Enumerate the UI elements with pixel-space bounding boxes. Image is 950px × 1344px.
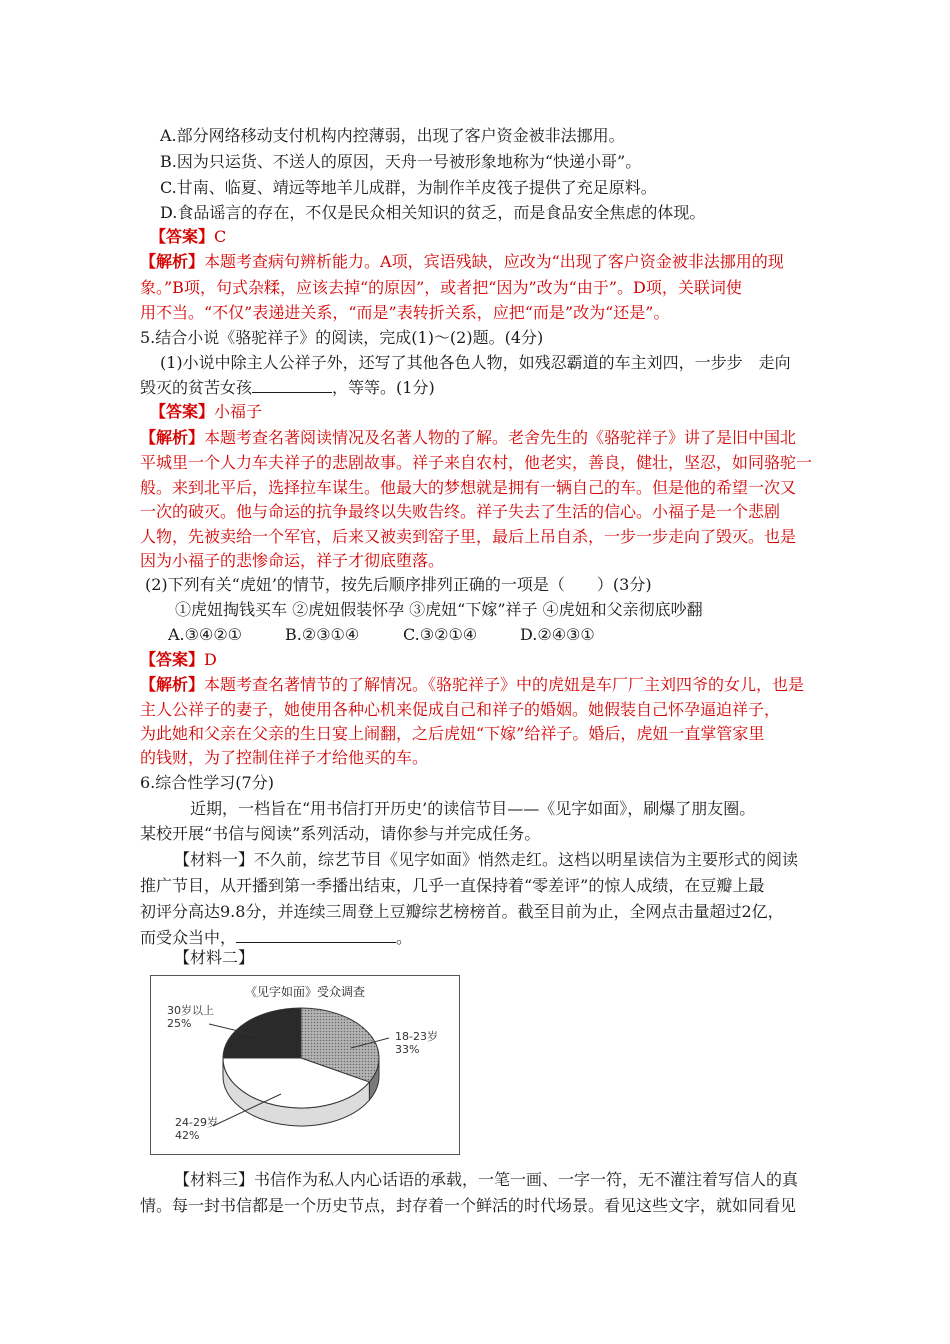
q5-events: ①虎妞掏钱买车 ②虎妞假装怀孕 ③虎妞“下嫁”祥子 ④虎妞和父亲彻底吵翻 <box>175 600 703 619</box>
q6-intro-line-2: 某校开展“书信与阅读”系列活动，请你参与并完成任务。 <box>140 824 541 843</box>
analysis-text: 本题考查病句辨析能力。A项，宾语残缺，应改为“出现了客户资金被非法挪用的现 <box>204 252 784 271</box>
q6-title: 6.综合性学习(7分) <box>140 773 274 792</box>
q6-material-1-end: 。 <box>396 928 413 947</box>
q6-material-3-line-2: 情。每一封书信都是一个历史节点，封存着一个鲜活的时代场景。看见这些文字，就如同看见 <box>140 1196 797 1215</box>
pie-slice-30岁以上 <box>223 1008 301 1058</box>
slice-category: 24-29岁 <box>175 1116 218 1129</box>
q6-material-2-label: 【材料二】 <box>174 948 255 967</box>
q6-material-1-line-2: 推广节目，从开播到第一季播出结束，几乎一直保持着“零差评”的惊人成绩，在豆瓣上最 <box>140 876 765 895</box>
q5-sub1-text-a: 毁灭的贫苦女孩 <box>140 378 253 397</box>
q4-answer <box>150 224 226 250</box>
q4-option-b: B.因为只运货、不送人的原因，天舟一号被形象地称为“快递小哥”。 <box>160 152 642 171</box>
q5-analysis-2-line-1 <box>140 672 804 698</box>
slice-value: 42% <box>175 1129 200 1142</box>
q5-title: 5.结合小说《骆驼祥子》的阅读，完成(1)～(2)题。(4分) <box>140 328 544 347</box>
answer-tag: 【答案】 <box>140 650 205 669</box>
answer-tag: 【答案】 <box>150 227 215 246</box>
q5-option-b: B.②③①④ <box>285 625 360 644</box>
analysis-text: 本题考查名著情节的了解情况。《骆驼祥子》中的虎妞是车厂厂主刘四爷的女儿，也是 <box>204 675 805 694</box>
q5-answer-1 <box>150 399 262 425</box>
q4-option-a: A.部分网络移动支付机构内控薄弱，出现了客户资金被非法挪用。 <box>160 126 625 145</box>
q5-sub2: (2)下列有关“虎妞’的情节，按先后顺序排列正确的一项是（ ）(3分) <box>145 575 652 594</box>
slice-value: 25% <box>167 1017 192 1030</box>
analysis-tag: 【解析】 <box>140 675 205 694</box>
slice-label-30plus <box>167 1004 214 1030</box>
q5-analysis-2-line-2: 主人公祥子的妻子，她使用各种心机来促成自己和祥子的婚姻。她假装自己怀孕逼迫祥子， <box>140 700 781 719</box>
q5-sub1-text-b: ，等等。(1分) <box>332 378 435 397</box>
slice-category: 30岁以上 <box>167 1004 214 1017</box>
q5-analysis-2-line-3: 为此她和父亲在父亲的生日宴上闹翻，之后虎妞“下嫁”给祥子。婚后，虎妞一直掌管家里 <box>140 724 765 743</box>
pie-chart <box>150 975 460 1155</box>
q5-analysis-1-line-1 <box>140 425 796 451</box>
q5-sub1-line-1: (1)小说中除主人公祥子外，还写了其他各色人物，如残忍霸道的车主刘四，一步步 走向 <box>160 353 791 372</box>
q5-analysis-1-line-4: 一次的破灭。他与命运的抗争最终以失败告终。祥子失去了生活的信心。小福子是一个悲剧 <box>140 502 781 521</box>
q5-answer-2 <box>140 647 217 673</box>
q5-analysis-1-line-2: 平城里一个人力车夫祥子的悲剧故事。祥子来自农村，他老实，善良，健壮，坚忍，如同骆驼一 <box>140 453 813 472</box>
q5-analysis-2-line-4: 的钱财，为了控制住祥子才给他买的车。 <box>140 748 429 767</box>
pie-slices <box>209 1008 389 1126</box>
q5-sub1-line-2 <box>140 375 435 401</box>
analysis-tag: 【解析】 <box>140 428 205 447</box>
answer-blank <box>252 376 332 393</box>
slice-label-24-29 <box>175 1116 218 1142</box>
slice-category: 18-23岁 <box>395 1030 438 1043</box>
q6-material-1-line-1: 【材料一】不久前，综艺节目《见字如面》悄然走红。这档以明星读信为主要形式的阅读 <box>174 850 799 869</box>
q6-material-3-line-1: 【材料三】书信作为私人内心话语的承载，一笔一画、一字一符，无不灌注着写信人的真 <box>174 1170 799 1189</box>
chart-title: 《见字如面》受众调查 <box>244 985 366 999</box>
q4-analysis-line-1 <box>140 249 784 275</box>
q6-material-1-text: 而受众当中， <box>140 928 237 947</box>
analysis-tag: 【解析】 <box>140 252 205 271</box>
q5-option-d: D.②④③① <box>520 625 595 644</box>
answer-blank <box>236 926 396 943</box>
q6-intro-line-1: 近期，一档旨在“用书信打开历史’的读信节目——《见字如面》，刷爆了朋友圈。 <box>190 799 756 818</box>
answer-value: 小福子 <box>214 402 263 421</box>
answer-value: D <box>204 650 217 669</box>
analysis-text: 本题考查名著阅读情况及名著人物的了解。老舍先生的《骆驼祥子》讲了是旧中国北 <box>204 428 797 447</box>
q4-analysis-line-3: 用不当。“不仅”表递进关系，“而是”表转折关系，应把“而是”改为“还是”。 <box>140 303 670 322</box>
q6-material-1-line-3: 初评分高达9.8分，并连续三周登上豆瓣综艺榜榜首。截至目前为止，全网点击量超过2亿， <box>140 902 784 921</box>
answer-tag: 【答案】 <box>150 402 215 421</box>
q5-option-a: A.③④②① <box>168 625 243 644</box>
slice-label-18-23 <box>395 1030 438 1056</box>
q4-analysis-line-2: 象。”B项，句式杂糅，应该去掉“的原因”，或者把“因为”改为“由于”。D项，关联词使 <box>140 278 742 297</box>
q4-option-d: D.食品谣言的存在，不仅是民众相关知识的贫乏，而是食品安全焦虑的体现。 <box>160 203 706 222</box>
q5-option-c: C.③②①④ <box>403 625 478 644</box>
q5-analysis-1-line-5: 人物，先被卖给一个军官，后来又被卖到窑子里，最后上吊自杀，一步一步走向了毁灭。也是 <box>140 527 797 546</box>
q5-analysis-1-line-3: 般。来到北平后，选择拉车谋生。他最大的梦想就是拥有一辆自己的车。但是他的希望一次又 <box>140 478 797 497</box>
answer-value: C <box>214 227 227 246</box>
q5-analysis-1-line-6: 因为小福子的悲惨命运，祥子才彻底堕落。 <box>140 551 445 570</box>
slice-value: 33% <box>395 1043 420 1056</box>
q4-option-c: C.甘南、临夏、靖远等地羊儿成群，为制作羊皮筏子提供了充足原料。 <box>160 178 657 197</box>
